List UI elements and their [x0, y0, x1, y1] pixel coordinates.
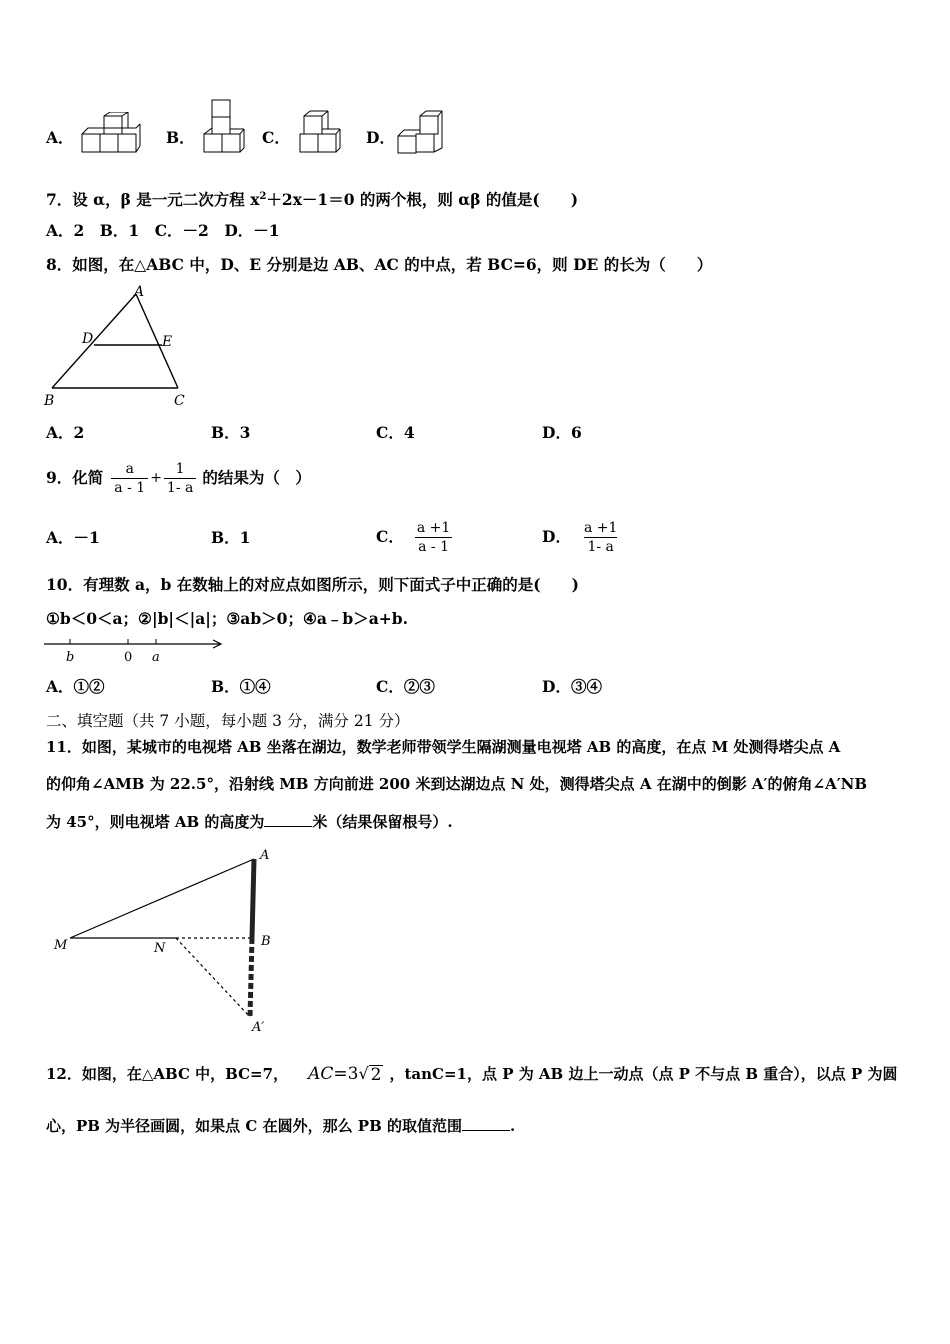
q12-formula-radicand: 2 [370, 1064, 382, 1085]
q9-stem-suffix: 的结果为（ ） [202, 468, 311, 487]
q10-stem: 10．有理数 a，b 在数轴上的对应点如图所示，则下面式子中正确的是( ) [46, 575, 579, 594]
q6-option-a-figure [80, 112, 142, 156]
q12-line1-part1: 12．如图，在△ABC 中，BC=7， [46, 1065, 289, 1083]
q9-option-c-denominator: a - 1 [415, 537, 452, 556]
q8-label-e: E [162, 334, 173, 350]
q9-frac1-denominator: a - 1 [111, 478, 148, 497]
q9-option-d-numerator: a +1 [583, 519, 618, 536]
q10-number-line [42, 636, 228, 664]
q11-label-m: M [54, 938, 68, 953]
q8-triangle-figure [40, 282, 190, 410]
q10-option-a: A．①② [46, 677, 105, 696]
q12-answer-blank[interactable] [462, 1116, 510, 1131]
q11-line3 [46, 812, 453, 832]
q12-line2 [46, 1116, 515, 1136]
q10-label-a: a [152, 650, 160, 664]
radical-icon: √ [358, 1064, 369, 1083]
q8-label-d: D [82, 331, 94, 347]
q9-option-d-denominator: 1- a [584, 537, 616, 556]
q11-tower-ab [252, 859, 254, 938]
q11-answer-blank[interactable] [264, 812, 312, 827]
q7-stem-part2: ＋2x－1＝0 的两个根，则 αβ 的值是( ) [266, 190, 579, 210]
q6-option-b-label: B． [166, 128, 195, 147]
q9-option-d [542, 514, 622, 560]
q9-stem [46, 456, 311, 500]
q11-line2: 的仰角∠AMB 为 22.5°，沿射线 MB 方向前进 200 米到达湖边点 N 处，测得塔尖点 A 在湖中的倒影 A′的俯角∠A′NB [46, 775, 868, 793]
q10-option-b: B．①④ [211, 677, 271, 696]
q11-line3-part1: 为 45°，则电视塔 AB 的高度为 [46, 813, 265, 831]
q6-option-b-figure [200, 98, 246, 156]
q10-option-d: D．③④ [542, 677, 602, 696]
q8-label-a: A [134, 284, 145, 300]
q8-label-c: C [174, 393, 185, 409]
q9-option-d-label: D． [542, 527, 571, 546]
q9-option-d-fraction [581, 519, 620, 556]
q12-formula [308, 1064, 383, 1084]
q9-stem-prefix: 9．化简 [46, 468, 104, 487]
q8-option-c: C．4 [376, 423, 415, 442]
q9-option-c [376, 514, 455, 560]
q7-exponent: 2 [259, 191, 267, 202]
q11-line3-part2: 米（结果保留根号）. [312, 813, 453, 831]
q6-option-a-label: A． [46, 128, 74, 147]
section2-title: 二、填空题（共 7 小题，每小题 3 分，满分 21 分） [46, 712, 410, 730]
q9-fraction-1 [111, 460, 148, 497]
q9-plus: + [150, 470, 162, 486]
q12-line2-part2: . [509, 1117, 516, 1135]
q11-label-b: B [261, 934, 271, 949]
q9-frac2-numerator: 1 [175, 460, 185, 477]
q11-label-n: N [154, 941, 166, 956]
q12-line1-part2: ，tanC=1，点 P 为 AB 边上一动点（点 P 不与点 B 重合），以点 P 为圆 [389, 1065, 898, 1083]
q9-option-b: B．1 [211, 528, 251, 547]
q9-fraction-2 [164, 460, 196, 497]
q7-stem [46, 187, 578, 210]
q8-option-a: A．2 [46, 423, 85, 442]
q9-frac2-denominator: 1- a [164, 478, 196, 497]
q8-option-b: B．3 [211, 423, 251, 442]
q10-option-c: C．②③ [376, 677, 435, 696]
q10-statements: ①b＜0＜a；②|b|＜|a|；③ab＞0；④a﹣b＞a+b. [46, 609, 408, 628]
q10-label-0: 0 [124, 650, 133, 664]
q12-formula-lhs: AC [308, 1064, 334, 1084]
q11-line-na-prime [176, 938, 250, 1017]
q12-line1 [46, 1054, 898, 1094]
q6-option-d-label: D． [366, 128, 395, 147]
q8-side-ab [52, 294, 136, 388]
q7-options: A．2 B．1 C．－2 D．－1 [46, 221, 280, 240]
q6-option-d-figure [396, 110, 444, 156]
q11-line-ma [70, 859, 254, 938]
q6-option-c-label: C． [262, 128, 290, 147]
q11-label-a: A [260, 848, 270, 863]
q12-formula-eq: =3 [333, 1064, 359, 1084]
q9-option-a: A．－1 [46, 528, 100, 547]
q11-tower-reflection [250, 938, 252, 1017]
q9-frac1-numerator: a [125, 460, 134, 477]
q7-stem-part1: 7．设 α，β 是一元二次方程 x [46, 190, 260, 210]
q11-tower-figure [50, 845, 290, 1037]
q8-stem: 8．如图，在△ABC 中，D、E 分别是边 AB、AC 的中点，若 BC=6，则 DE 的长为（ ） [46, 255, 713, 274]
q8-label-b: B [44, 393, 55, 409]
q12-line2-part1: 心，PB 为半径画圆，如果点 C 在圆外，那么 PB 的取值范围 [46, 1117, 462, 1135]
q11-label-a-prime: A′ [252, 1020, 265, 1035]
q9-option-c-label: C． [376, 527, 404, 546]
q9-option-c-fraction [414, 519, 453, 556]
q10-label-b: b [66, 650, 75, 664]
q9-option-c-numerator: a +1 [416, 519, 451, 536]
q11-line1: 11．如图，某城市的电视塔 AB 坐落在湖边，数学老师带领学生隔湖测量电视塔 AB 的高度，在点 M 处测得塔尖点 A [46, 738, 841, 756]
q6-option-c-figure [296, 110, 344, 156]
q8-option-d: D．6 [542, 423, 582, 442]
